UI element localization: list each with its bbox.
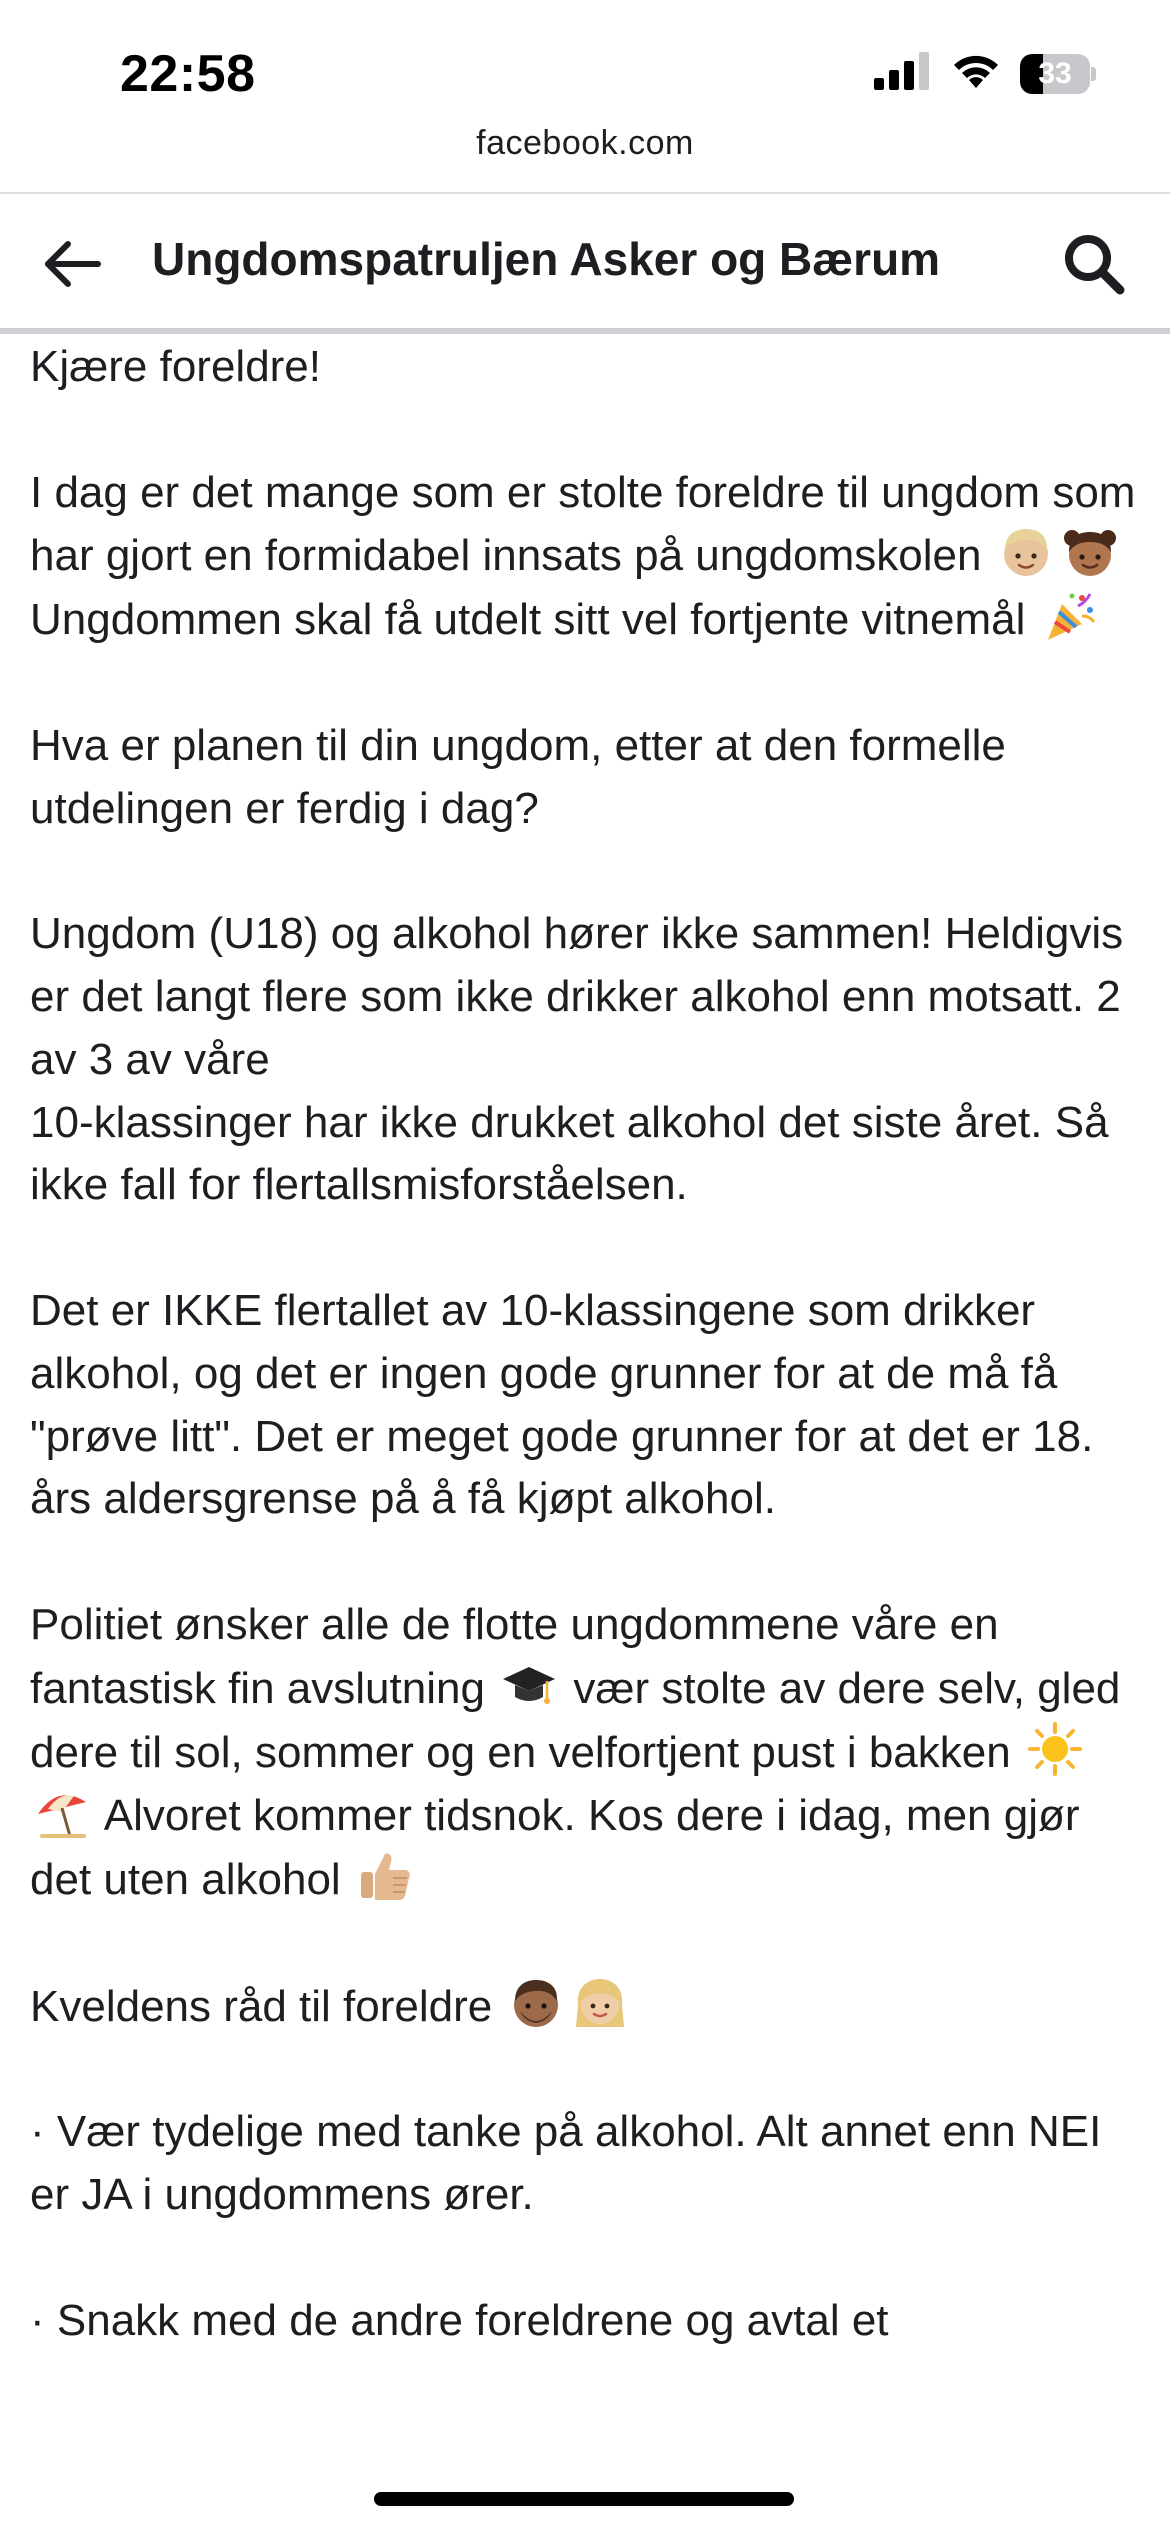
back-button[interactable] bbox=[36, 228, 108, 300]
post-text: vær stolte av dere selv, gled dere til sol, sommer og en velfortjent pust i bakken bbox=[30, 1663, 1121, 1777]
battery-icon bbox=[1020, 54, 1096, 94]
page-header bbox=[0, 194, 1170, 328]
post-paragraph bbox=[30, 1280, 1140, 1531]
home-indicator[interactable] bbox=[374, 2492, 794, 2506]
post-text: I dag er det mange som er stolte foreldre til ungdom som har gjort en formidabel innsats på ungdomskolen bbox=[30, 467, 1136, 581]
man-emoji bbox=[508, 1975, 564, 2031]
sun-emoji bbox=[1027, 1721, 1083, 1777]
page-title: Ungdomspatruljen Asker og Bærum bbox=[152, 233, 941, 285]
wifi-icon bbox=[950, 52, 1002, 95]
post-text: · Snakk med de andre foreldrene og avtal et bbox=[30, 2295, 889, 2345]
party-popper-emoji bbox=[1042, 588, 1098, 644]
post-paragraph bbox=[30, 336, 1140, 399]
post-paragraph bbox=[30, 462, 1140, 652]
back-arrow-icon bbox=[42, 240, 102, 288]
post-text: Alvoret kommer tidsnok. Kos dere i idag, men gjør det uten alkohol bbox=[30, 1791, 1080, 1905]
post-paragraph bbox=[30, 2290, 1140, 2353]
post-paragraph bbox=[30, 715, 1140, 841]
post-text: Hva er planen til din ungdom, etter at den formelle utdelingen er ferdig i dag? bbox=[30, 720, 1006, 833]
status-icons bbox=[874, 52, 1096, 95]
signal-icon bbox=[874, 52, 932, 95]
post-text: Kveldens råd til foreldre bbox=[30, 1981, 493, 2031]
status-time: 22:58 bbox=[120, 45, 256, 103]
post-text: Ungdom (U18) og alkohol hører ikke sammen! Heldigvis er det langt flere som ikke drikker alkohol enn motsatt. 2 av 3 av våre bbox=[30, 909, 1124, 1084]
beach-umbrella-emoji bbox=[34, 1784, 90, 1840]
post-text: Det er IKKE flertallet av 10-klassingene som drikker alkohol, og det er ingen gode grunner for at de må få "prøve litt". Det er meget gode grunner for at det er 18. års aldersgrense på å få kjøpt alkohol. bbox=[30, 1285, 1094, 1524]
girl-emoji bbox=[1062, 524, 1118, 580]
post-paragraph bbox=[30, 1594, 1140, 1912]
status-bar bbox=[0, 0, 1170, 162]
battery-level: 33 bbox=[1038, 56, 1072, 90]
graduation-cap-emoji bbox=[501, 1657, 557, 1713]
post-text: Kjære foreldre! bbox=[30, 342, 322, 391]
post-paragraph bbox=[30, 903, 1140, 1217]
post-text: Ungdommen skal få utdelt sitt vel fortjente vitnemål bbox=[30, 595, 1026, 645]
post-text: Politiet ønsker alle de flotte ungdommene våre en fantastisk fin avslutning bbox=[30, 1599, 999, 1713]
thumbs-up-emoji bbox=[357, 1848, 413, 1904]
header-divider bbox=[0, 328, 1170, 334]
post-text: 10-klassinger har ikke drukket alkohol det siste året. Så ikke fall for flertallsmisforståelsen. bbox=[30, 1097, 1109, 1210]
woman-emoji bbox=[572, 1975, 628, 2031]
post-body bbox=[30, 336, 1140, 2415]
search-button[interactable] bbox=[1056, 226, 1132, 302]
boy-emoji bbox=[998, 524, 1054, 580]
search-icon bbox=[1062, 232, 1126, 296]
post-text: · Vær tydelige med tanke på alkohol. Alt annet enn NEI er JA i ungdommens ører. bbox=[30, 2107, 1102, 2220]
post-paragraph bbox=[30, 1975, 1140, 2039]
browser-url[interactable]: facebook.com bbox=[476, 124, 694, 162]
post-paragraph bbox=[30, 2101, 1140, 2227]
